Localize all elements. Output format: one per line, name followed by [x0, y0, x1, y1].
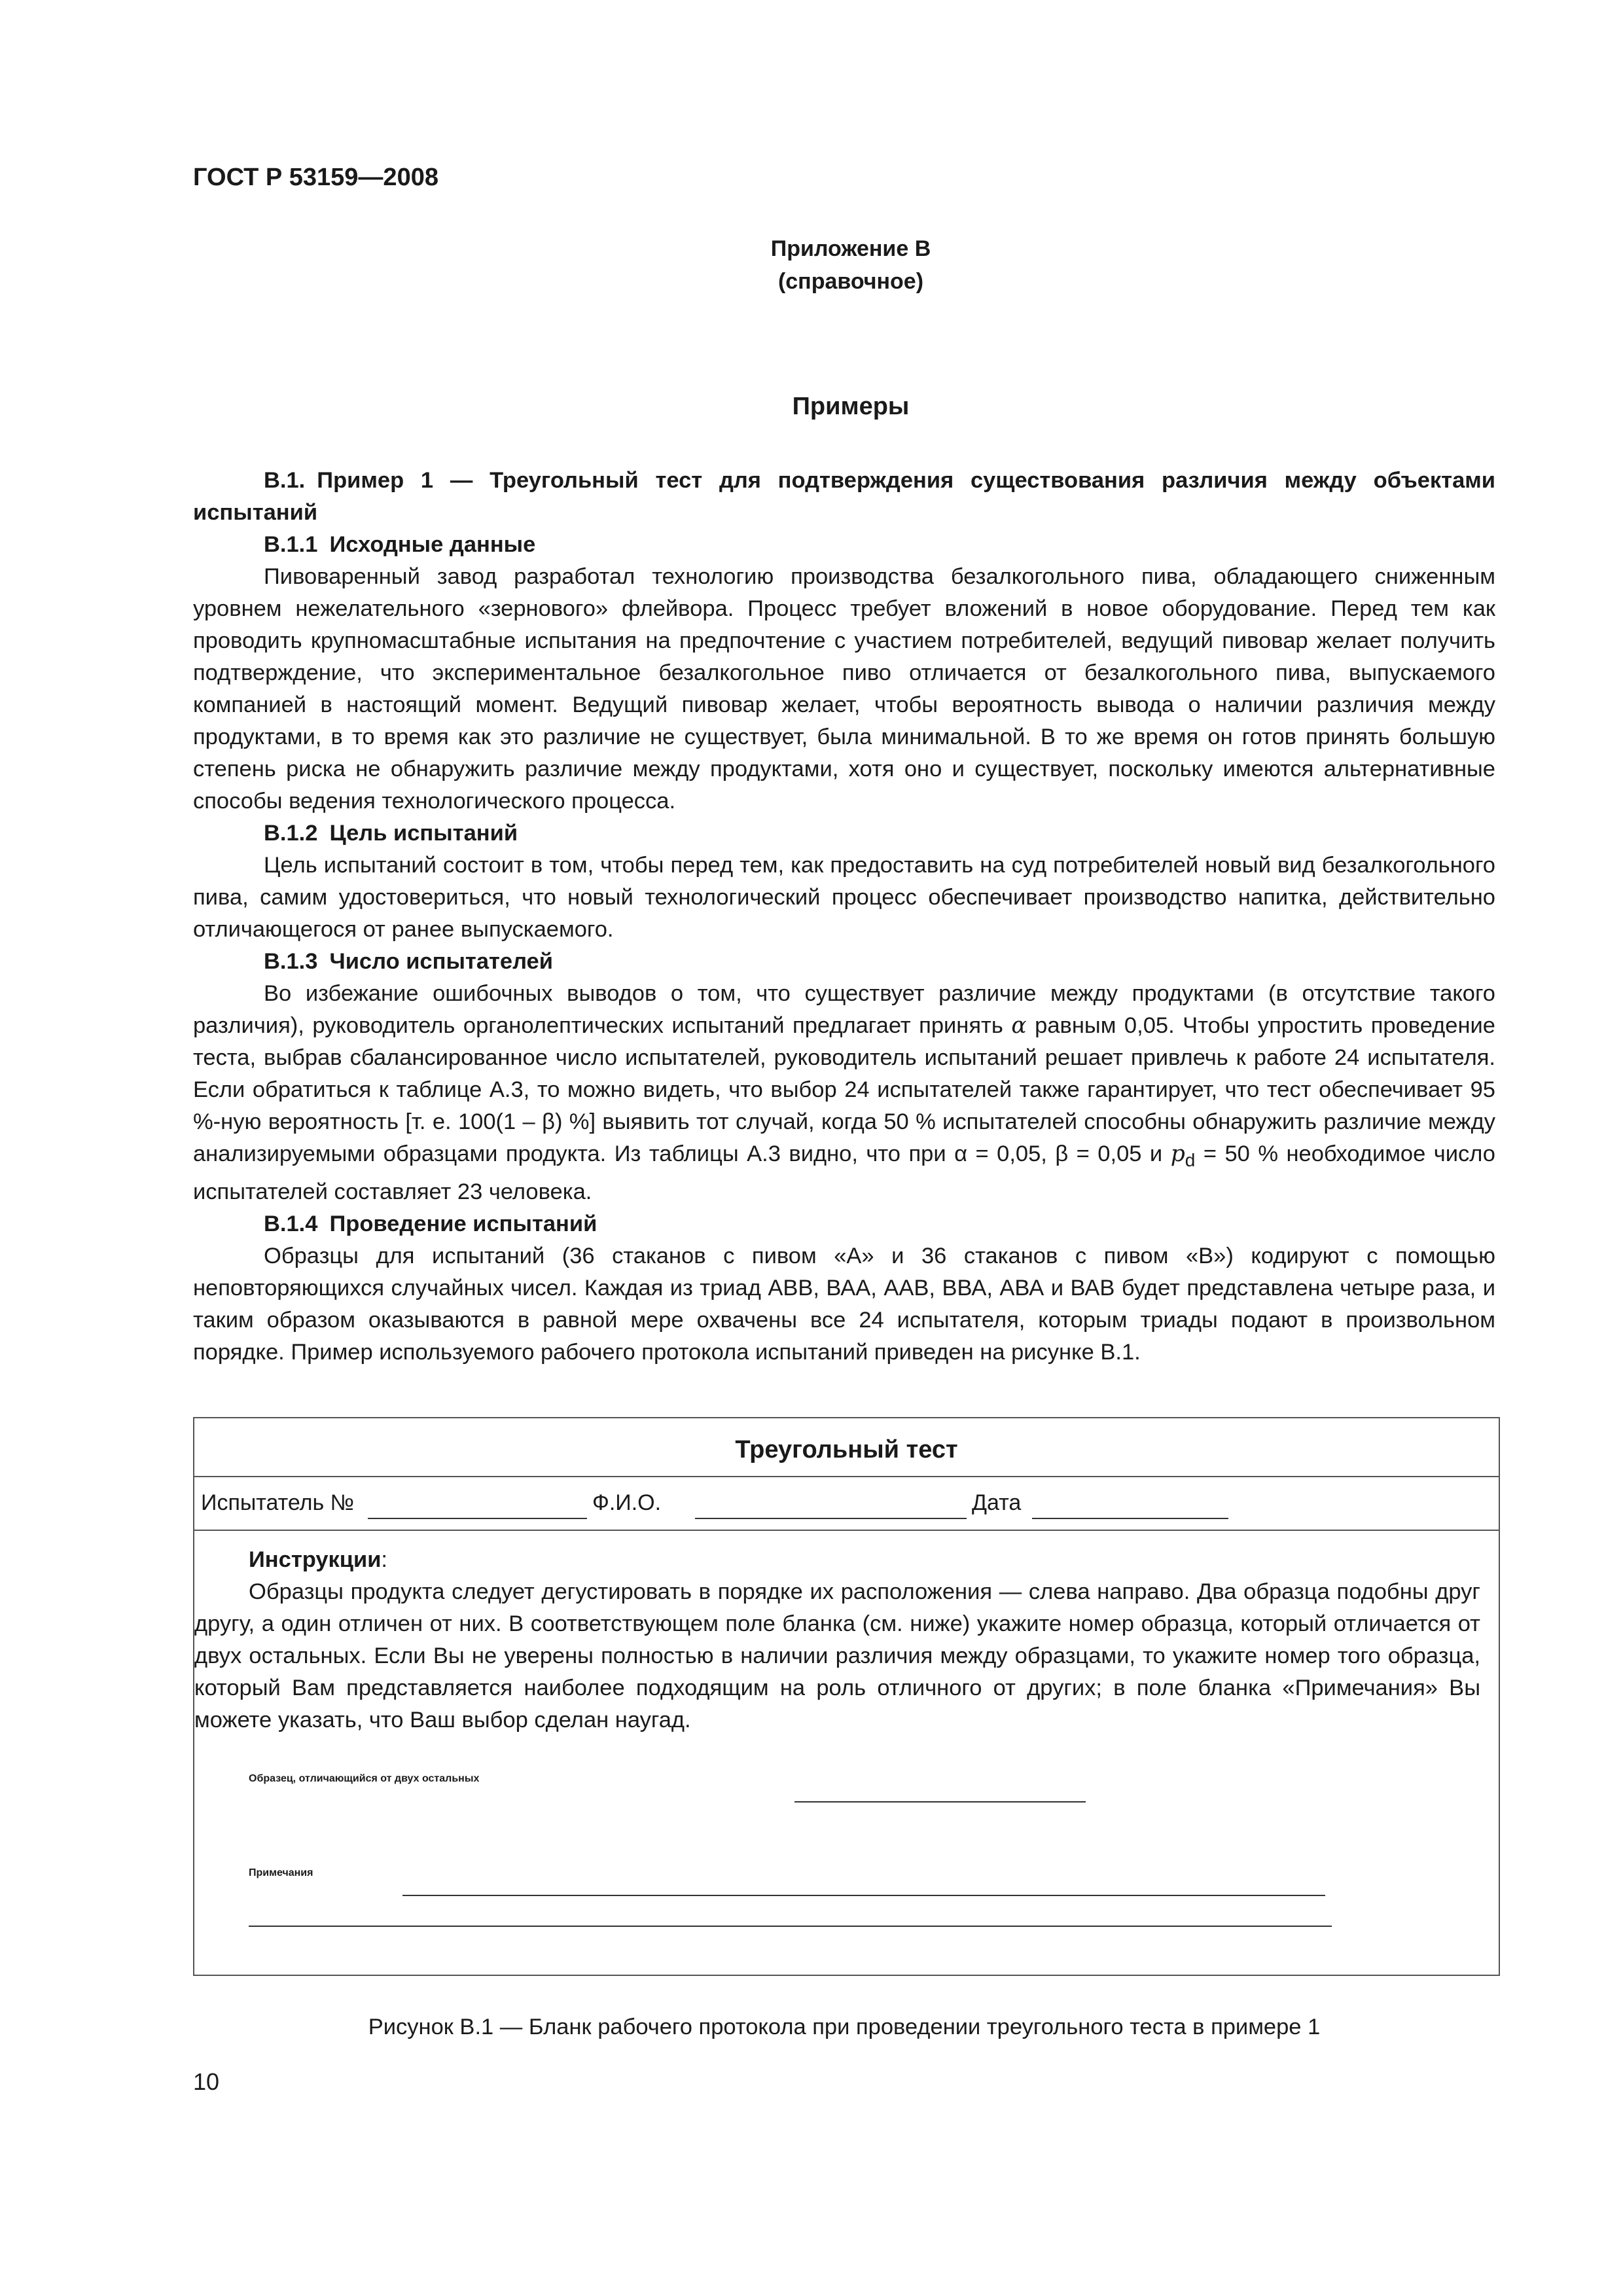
instructions-text: Образцы продукта следует дегустировать в порядке их расположения — слева направо. Два образца подобны друг другу, а один отличен от них. В соответствующем поле бланка (см. ниже) укажите номер образца, который отличается от двух остальных. Если Вы не уверены полностью в наличии различия между образцами, то укажите номер того образца, который Вам представляется наиболее подходящим на роль отличного от других; в поле бланка «Примечания» Вы можете указать, что Ваш выбор сделан наугад.	[194, 1579, 1480, 1732]
tester-number-label: Испытатель №	[201, 1490, 355, 1515]
text-fragment: равным 0,05. Чтобы упростить проведение теста, выбрав сбалансированное число испытателей, руководитель испытаний решает привлечь к работе 24 испытателя. Если обратиться к таблице А.3, то можно видеть, что выбор 24 испытателей также гарантирует, что тест обеспечивает 95 %-ную вероятность [т. е. 100(1 – β) %] выявить тот случай, когда 50 % испытателей способны обнаружить различие между анализируемыми образцами продукта. Из таблицы А.3 видно, что при α = 0,05, β = 0,05 и	[193, 1013, 1495, 1166]
section-number: В.1.3	[264, 949, 318, 974]
document-header: ГОСТ Р 53159—2008	[193, 164, 438, 191]
alpha-symbol: α	[1011, 1013, 1027, 1039]
form-fields-row	[194, 1477, 1499, 1531]
document-body	[193, 465, 1495, 1369]
odd-sample-label: Образец, отличающийся от двух остальных	[249, 1773, 480, 1784]
tester-number-field[interactable]	[368, 1518, 587, 1519]
triangle-test-form	[193, 1417, 1500, 1976]
date-field[interactable]	[1032, 1518, 1228, 1519]
text-fragment: Во избежание ошибочных выводов о том, что существует различие между продуктами (в отсутствие такого различия), руководитель органолептических испытаний предлагает принять	[193, 981, 1495, 1038]
form-title: Треугольный тест	[194, 1418, 1499, 1477]
section-b11-heading	[193, 529, 1495, 561]
section-b12-text: Цель испытаний состоит в том, чтобы перед тем, как предоставить на суд потребителей новый вид безалкогольного пива, самим удостовериться, что новый технологический процесс обеспечивает производство напитка, действительно отличающегося от ранее выпускаемого.	[193, 853, 1495, 942]
section-number: В.1.4	[264, 1211, 318, 1236]
section-title: Проведение испытаний	[329, 1211, 597, 1236]
name-label: Ф.И.О.	[592, 1490, 662, 1515]
section-b13-text	[193, 978, 1495, 1208]
section-title: Пример 1 — Треугольный тест для подтверждения существования различия между объектами испытаний	[193, 468, 1495, 525]
notes-field-line-1[interactable]	[402, 1895, 1325, 1896]
page-number: 10	[193, 2068, 220, 2095]
section-number: В.1.2	[264, 821, 318, 846]
text-fragment: = 50 % необходимое число испытателей составляет 23 человека.	[193, 1141, 1495, 1204]
section-b14-heading	[193, 1208, 1495, 1240]
p-symbol: p	[1170, 1141, 1185, 1167]
section-b12-heading	[193, 817, 1495, 850]
date-label: Дата	[972, 1490, 1022, 1515]
section-title: Цель испытаний	[329, 821, 518, 846]
form-body	[194, 1531, 1499, 1736]
annex-title: Приложение В	[770, 236, 931, 261]
figure-caption: Рисунок В.1 — Бланк рабочего протокола при проведении треугольного теста в примере 1	[368, 2015, 1321, 2039]
instructions-label: Инструкции	[249, 1547, 382, 1572]
section-title: Число испытателей	[329, 949, 553, 974]
instructions-colon: :	[381, 1547, 388, 1572]
section-b1-heading	[193, 465, 1495, 529]
d-subscript: d	[1185, 1150, 1196, 1170]
name-field[interactable]	[695, 1518, 967, 1519]
odd-sample-field[interactable]	[794, 1801, 1086, 1803]
section-b13-heading	[193, 946, 1495, 978]
section-b14-text: Образцы для испытаний (36 стаканов с пивом «А» и 36 стаканов с пивом «В») кодируют с помощью неповторяющихся случайных чисел. Каждая из триад АВВ, ВАА, ААВ, ВВА, АВА и ВАВ будет представлена четыре раза, и таким образом оказываются в равной мере охвачены все 24 испытателя, которым триады подают в произвольном порядке. Пример используемого рабочего протокола испытаний приведен на рисунке В.1.	[193, 1244, 1495, 1365]
annex-heading: Примеры	[792, 393, 910, 420]
notes-label: Примечания	[249, 1867, 313, 1878]
section-number: В.1.1	[264, 532, 318, 557]
section-b11-text: Пивоваренный завод разработал технологию производства безалкогольного пива, обладающего сниженным уровнем нежелательного «зернового» флейвора. Процесс требует вложений в новое оборудование. Перед тем как проводить крупномасштабные испытания на предпочтение с участием потребителей, ведущий пивовар желает получить подтверждение, что экспериментальное безалкогольное пиво отличается от безалкогольного пива, выпускаемого компанией в настоящий момент. Ведущий пивовар желает, чтобы вероятность вывода о наличии различия между продуктами, в то время как это различие не существует, была минимальной. В то же время он готов принять большую степень риска не обнаружить различие между продуктами, хотя оно и существует, поскольку имеются альтернативные способы ведения технологического процесса.	[193, 564, 1495, 814]
annex-subtitle: (справочное)	[777, 269, 924, 294]
section-title: Исходные данные	[329, 532, 536, 557]
section-number: В.1.	[264, 468, 306, 493]
instructions-heading	[249, 1544, 1480, 1576]
notes-field-line-2[interactable]	[249, 1926, 1332, 1927]
